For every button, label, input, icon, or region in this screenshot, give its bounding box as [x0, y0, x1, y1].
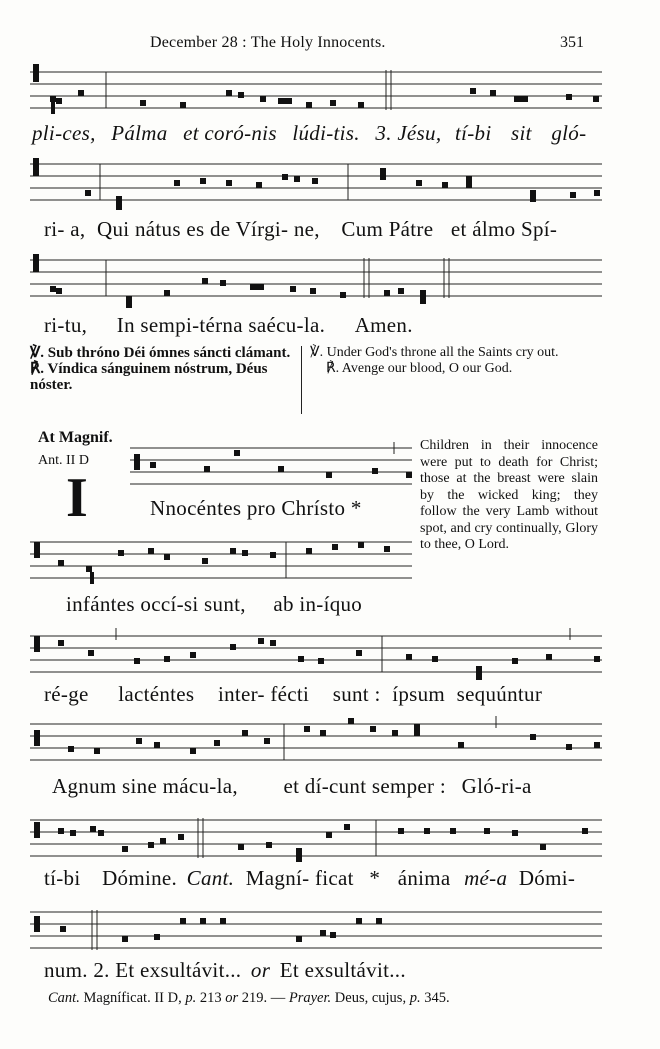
lyric-segment: sunt :: [332, 682, 381, 706]
footer-page-ref: 345.: [424, 990, 450, 1006]
chant-lyric-line: [32, 121, 586, 146]
chant-lyric-line: [44, 866, 575, 891]
staff-lines: [130, 434, 412, 494]
lyric-segment: Dómine.: [102, 866, 178, 890]
lyric-segment: et coró-nis: [183, 121, 277, 145]
staff-lines: [30, 528, 412, 590]
lyric-segment: sequúntur: [456, 682, 543, 706]
antiphon-translation: Children in their innocence were put to death for Christ; those at the breast were slain by the wicked king; they follow the very Lamb without spot, and cry continually, Glory to thee, O Lord.: [420, 438, 598, 552]
lyric-segment: ré-ge: [44, 682, 89, 706]
chant-staff: [30, 246, 602, 308]
lyric-segment: ri-tu,: [44, 313, 88, 337]
clef-mark: [33, 64, 39, 82]
lyric-segment: Jésu,: [397, 121, 442, 145]
lyric-segment: Qui nátus es de Vírgi- ne,: [97, 217, 320, 241]
staff-lines: [30, 806, 602, 868]
lyric-segment: infántes occí-si sunt,: [66, 592, 246, 616]
lyric-segment: pli-ces,: [32, 121, 96, 145]
versicle-english: [310, 345, 600, 377]
chant-lyric-line: [44, 217, 557, 242]
footer-cant-label: Cant.: [48, 990, 80, 1006]
staff-lines: [30, 898, 602, 960]
footer-dash: —: [270, 990, 286, 1006]
antiphon-mode: Ant. II D: [38, 453, 89, 468]
lyric-segment: sit: [511, 121, 532, 145]
page-number: 351: [560, 34, 584, 51]
lyric-segment: tí-bi: [44, 866, 81, 890]
chant-staff: [30, 622, 602, 682]
lyric-segment: Cant.: [186, 866, 235, 890]
column-divider: [301, 346, 302, 414]
versicle-latin: [30, 345, 298, 393]
antiphon-initial: I: [66, 467, 88, 529]
lyric-segment: *: [369, 866, 381, 890]
footer-prayer-text: Deus, cujus,: [334, 990, 407, 1006]
footer-page-label: p.: [185, 990, 197, 1006]
footer-reference: [48, 990, 450, 1007]
footer-page-label: p.: [409, 990, 421, 1006]
lyric-segment: mé-a: [464, 866, 508, 890]
lyric-segment: Gló-ri-a: [461, 774, 532, 798]
footer-page-ref: 219.: [241, 990, 268, 1006]
lyric-segment: or: [250, 958, 271, 982]
versicle-latin-r: ℟. Víndica sánguinem nóstrum, Déus nóster.: [30, 361, 268, 393]
lyric-segment: ípsum: [392, 682, 446, 706]
versicle-latin-v: ℣. Sub thróno Déi ómnes sáncti clámant.: [30, 345, 291, 361]
lyric-segment: Amen.: [354, 313, 413, 337]
lyric-segment: et dí-cunt semper :: [283, 774, 447, 798]
chant-lyric-line: [44, 313, 413, 338]
lyric-segment: Cum Pátre: [341, 217, 434, 241]
lyric-segment: 3.: [375, 121, 392, 145]
lyric-segment: Pálma: [111, 121, 168, 145]
lyric-segment: Et exsultávit...: [279, 958, 406, 982]
chant-lyric-line: [66, 592, 362, 617]
chant-staff: [30, 710, 602, 772]
page-header-title: December 28 : The Holy Innocents.: [150, 34, 386, 51]
footer-cant-text: Magníficat. II D,: [83, 990, 182, 1006]
lyric-segment: Magní- ficat: [245, 866, 354, 890]
versicle-english-v: ℣. Under God's throne all the Saints cry out.: [310, 345, 559, 360]
lyric-segment: ab in-íquo: [273, 592, 363, 616]
antiphon-first-words: Nnocéntes pro Chrísto *: [150, 496, 362, 520]
lyric-segment: Dómi-: [518, 866, 576, 890]
chant-staff: [30, 150, 602, 212]
staff-lines: [30, 622, 602, 682]
lyric-segment: ri- a,: [44, 217, 86, 241]
antiphon-label: At Magnif.: [38, 429, 113, 446]
footer-or-label: or: [225, 990, 239, 1006]
lyric-segment: inter- fécti: [217, 682, 310, 706]
versicle-english-r: ℟. Avenge our blood, O our God.: [326, 361, 513, 376]
lyric-segment: lúdi-tis.: [292, 121, 360, 145]
staff-lines: [30, 710, 602, 772]
chant-staff: [30, 898, 602, 960]
chant-staff: [130, 434, 412, 494]
chant-lyric-line: [52, 774, 532, 799]
lyric-segment: et álmo Spí-: [450, 217, 558, 241]
chant-staff: [30, 806, 602, 868]
staff-lines: [30, 58, 602, 118]
lyric-segment: Agnum sine mácu-la,: [52, 774, 238, 798]
footer-page-ref: 213: [199, 990, 222, 1006]
chant-staff: [30, 58, 602, 118]
chant-lyric-line: [44, 958, 406, 983]
staff-lines: [30, 246, 602, 308]
lyric-segment: In sempi-térna saécu-la.: [116, 313, 326, 337]
lyric-segment: num. 2. Et exsultávit...: [44, 958, 242, 982]
chant-staff: [30, 528, 412, 590]
lyric-segment: gló-: [551, 121, 587, 145]
footer-prayer-label: Prayer.: [288, 990, 332, 1006]
chant-lyric-line: [44, 682, 542, 707]
lyric-segment: ánima: [397, 866, 451, 890]
staff-lines: [30, 150, 602, 212]
lyric-segment: lacténtes: [118, 682, 195, 706]
lyric-segment: tí-bi: [454, 121, 492, 145]
